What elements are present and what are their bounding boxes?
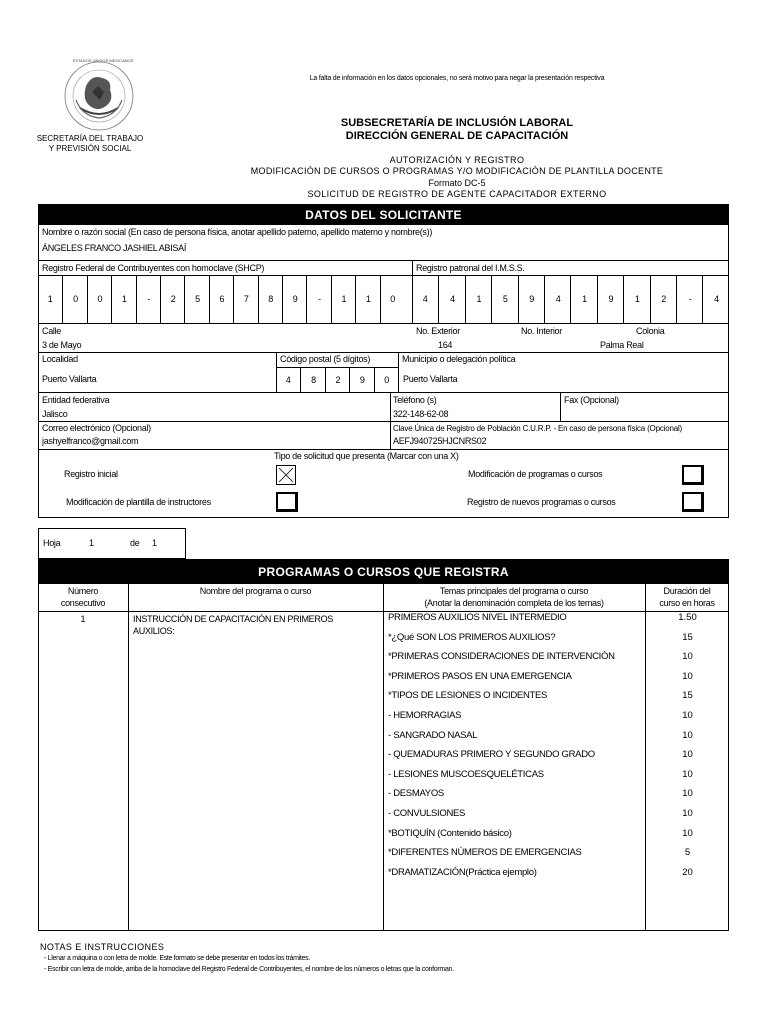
x-mark-icon	[277, 466, 295, 484]
topic-hours: 10	[682, 749, 693, 761]
topic-hours: 10	[682, 808, 693, 819]
curp-label: Clave Única de Registro de Población C.U.R.P. - En caso de persona física (Opcional)	[393, 424, 682, 433]
option-modify-programs-label: Modificación de programas o cursos	[468, 469, 603, 479]
topic-name: - LESIONES MUSCOESQUELÉTICAS	[388, 768, 544, 780]
locality-label: Localidad	[42, 354, 78, 364]
topic-hours: 15	[682, 690, 693, 702]
colonia-field[interactable]: Palma Real	[600, 340, 644, 350]
topic-name: *PRIMEROS PASOS EN UNA EMERGENCIA	[388, 670, 572, 682]
ministry-name-line2: Y PREVISIÓN SOCIAL	[48, 144, 132, 153]
program-name-line1: INSTRUCCIÓN DE CAPACITACIÓN EN PRIMEROS	[133, 614, 333, 624]
applicant-section-header: DATOS DEL SOLICITANTE	[39, 205, 728, 225]
rfc-char-cell[interactable]: 1	[355, 276, 380, 323]
notes-title: NOTAS E INSTRUCCIONES	[40, 942, 165, 952]
int-number-label: No. Interior	[521, 326, 562, 336]
programs-section-header: PROGRAMAS O CURSOS QUE REGISTRA	[39, 560, 728, 584]
state-label: Entidad federativa	[42, 395, 110, 405]
option-initial-registration-label: Registro inicial	[64, 469, 118, 479]
request-type-label: Tipo de solicitud que presenta (Marcar con una X)	[274, 451, 459, 461]
topic-hours: 10	[682, 670, 693, 682]
sheet-label: Hoja	[43, 538, 61, 548]
sheet-current[interactable]: 1	[89, 538, 95, 548]
rfc-char-cell[interactable]: 8	[258, 276, 283, 323]
street-label: Calle	[42, 326, 62, 336]
rfc-char-cell[interactable]: 1	[331, 276, 356, 323]
rfc-char-cell[interactable]: 0	[62, 276, 87, 323]
option-new-programs-label: Registro de nuevos programas o cursos	[467, 497, 616, 507]
phone-field[interactable]: 322-148-62-08	[393, 409, 449, 419]
topic-hours: 5	[684, 847, 691, 859]
col-number-header-line2: consecutivo	[60, 598, 106, 608]
rfc-char-cell[interactable]: -	[306, 276, 331, 323]
locality-field[interactable]: Puerto Vallarta	[42, 374, 97, 384]
rfc-char-cell[interactable]: 2	[160, 276, 185, 323]
topic-name: - QUEMADURAS PRIMERO Y SEGUNDO GRADO	[388, 749, 595, 761]
imss-char-cell[interactable]: 9	[518, 276, 545, 323]
government-seal	[52, 56, 146, 132]
postal-code-label: Código postal (5 dígitos)	[280, 354, 371, 364]
rfc-char-cell[interactable]: 1	[111, 276, 136, 323]
cp-char-cell[interactable]: 4	[285, 375, 291, 385]
option-modify-instructors-label: Modificación de plantilla de instructores	[66, 497, 211, 507]
topic-hours: 20	[682, 866, 693, 878]
topic-hours: 15	[682, 631, 693, 643]
topic-name: *¿Qué SON LOS PRIMEROS AUXILIOS?	[388, 631, 556, 643]
checkbox-new-programs[interactable]	[682, 492, 704, 512]
title-direccion: DIRECCIÓN GENERAL DE CAPACITACIÓN	[345, 130, 569, 142]
topic-name: - HEMORRAGIAS	[388, 710, 462, 721]
imss-label: Registro patronal del I.M.S.S.	[416, 263, 525, 273]
rfc-char-cell[interactable]: 9	[282, 276, 307, 323]
rfc-char-cell[interactable]: 5	[184, 276, 209, 323]
imss-char-cell[interactable]: -	[676, 276, 703, 323]
ministry-name-line1: SECRETARÍA DEL TRABAJO	[36, 134, 144, 143]
fax-label: Fax (Opcional)	[564, 395, 619, 405]
sheet-of-label: de	[130, 538, 140, 548]
municipio-field[interactable]: Puerto Vallarta	[403, 374, 458, 384]
rfc-char-cell[interactable]: -	[136, 276, 161, 323]
rfc-char-cell[interactable]: 7	[233, 276, 258, 323]
cp-char-cell[interactable]: 2	[325, 368, 350, 392]
imss-char-cell[interactable]: 9	[597, 276, 624, 323]
cp-char-cell[interactable]: 9	[349, 368, 374, 392]
imss-char-cell[interactable]: 2	[650, 276, 677, 323]
curp-field[interactable]: AEFJ940725HJCNRS02	[393, 436, 487, 446]
topic-name: - DESMAYOS	[388, 788, 444, 800]
col-topics-header-line1: Temas principales del programa o curso	[439, 586, 589, 596]
sheet-total[interactable]: 1	[152, 538, 158, 548]
rfc-char-cell[interactable]: 0	[87, 276, 112, 323]
name-field[interactable]: ÁNGELES FRANCO JASHIEL ABISAÍ	[42, 243, 187, 253]
optional-data-notice: La falta de información en los datos opcionales, no será motivo para negar la presentación respectiva	[309, 75, 605, 82]
imss-char-cell[interactable]: 4	[702, 276, 729, 323]
subtitle-formato: Formato DC-5	[428, 178, 486, 188]
program-name-line2: AUXILIOS:	[133, 626, 175, 636]
imss-char-cell[interactable]: 1	[570, 276, 597, 323]
imss-char-cell[interactable]: 1	[465, 276, 492, 323]
topic-hours: 10	[682, 651, 693, 663]
imss-char-cell[interactable]: 4	[438, 276, 465, 323]
subtitle-autorizacion: AUTORIZACIÓN Y REGISTRO	[389, 155, 525, 165]
topic-hours: 10	[682, 710, 693, 721]
topic-hours: 10	[682, 729, 693, 741]
title-subsecretaria: SUBSECRETARÍA DE INCLUSIÓN LABORAL	[340, 117, 574, 129]
imss-char-cell[interactable]: 4	[544, 276, 571, 323]
ext-number-field[interactable]: 164	[438, 340, 453, 350]
topic-name: *DRAMATIZACIÓN(Práctica ejemplo)	[388, 866, 537, 878]
subtitle-solicitud: SOLICITUD DE REGISTRO DE AGENTE CAPACITADOR EXTERNO	[307, 189, 607, 199]
topic-hours: 10	[682, 827, 693, 839]
topic-name: *TIPOS DE LESIONES O INCIDENTES	[388, 690, 548, 702]
topic-name: PRIMEROS AUXILIOS NIVEL INTERMEDIO	[388, 612, 567, 623]
checkbox-modify-instructors[interactable]	[276, 492, 298, 512]
note-2: - Escribir con letra de molde, arriba de la homoclave del Registro Federal de Contribuyentes, el nombre de los números o letras que la conforman.	[44, 966, 454, 973]
cp-char-cell[interactable]: 0	[374, 368, 399, 392]
imss-char-cell[interactable]: 5	[491, 276, 518, 323]
imss-char-cell[interactable]: 4	[422, 294, 428, 304]
col-hours-header-line2: curso en horas	[659, 598, 715, 608]
topic-hours: 10	[682, 788, 693, 800]
col-number-header-line1: Número	[67, 586, 99, 596]
note-1: - Llenar a máquina o con letra de molde. Este formato se debe presentar en todos los trámites.	[44, 955, 310, 962]
rfc-char-cell[interactable]: 0	[380, 276, 405, 323]
rfc-label: Registro Federal de Contribuyentes con homoclave (SHCP)	[42, 263, 265, 273]
phone-label: Teléfono (s)	[393, 395, 437, 405]
subtitle-modificacion: MODIFICACIÓN DE CURSOS O PROGRAMAS Y/O MODIFICACIÓN DE PLANTILLA DOCENTE	[250, 166, 664, 176]
email-field[interactable]: jashyelfranco@gmail.com	[42, 436, 139, 446]
rfc-char-cell[interactable]: 6	[209, 276, 234, 323]
topic-hours: 1.50	[678, 612, 697, 623]
imss-char-cell[interactable]: 1	[623, 276, 650, 323]
topic-hours: 10	[682, 768, 693, 780]
col-hours-header-line1: Duración del	[663, 586, 711, 596]
municipio-label: Municipio o delegación política	[402, 354, 516, 364]
program-number: 1	[80, 614, 86, 624]
street-field[interactable]: 3 de Mayo	[42, 340, 82, 350]
seal-text: ESTADOS UNIDOS MEXICANOS	[72, 58, 134, 63]
topic-name: - SANGRADO NASAL	[388, 729, 478, 741]
state-field[interactable]: Jalisco	[42, 409, 68, 419]
colonia-label: Colonia	[636, 326, 665, 336]
topic-name: *DIFERENTES NÚMEROS DE EMERGENCIAS	[388, 847, 582, 859]
col-name-header: Nombre del programa o curso	[199, 586, 312, 596]
topic-name: - CONVULSIONES	[388, 808, 466, 819]
rfc-char-cell[interactable]: 1	[47, 294, 53, 304]
email-label: Correo electrónico (Opcional)	[42, 423, 151, 433]
ext-number-label: No. Exterior	[416, 326, 460, 336]
topic-name: *BOTIQUÍN (Contenido básico)	[388, 827, 512, 839]
checkbox-modify-programs[interactable]	[682, 465, 704, 485]
checkbox-initial-registration[interactable]	[276, 465, 296, 485]
topic-name: *PRIMERAS CONSIDERACIONES DE INTERVENCIÓN	[388, 651, 615, 663]
name-label: Nombre o razón social (En caso de persona física, anotar apellido paterno, apellido materno y nombre(s))	[42, 227, 433, 237]
cp-char-cell[interactable]: 8	[300, 368, 325, 392]
col-topics-header-line2: (Anotar la denominación completa de los temas)	[424, 598, 604, 608]
eagle-seal-icon	[52, 56, 146, 132]
